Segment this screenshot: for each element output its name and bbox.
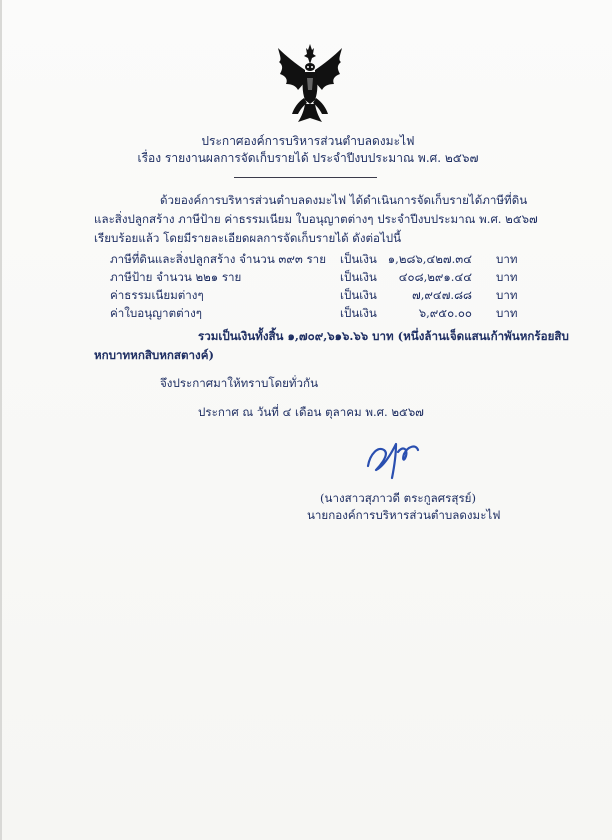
revenue-amount: ๖,๙๕๐.๐๐	[418, 306, 472, 320]
body-line-2: และสิ่งปลูกสร้าง ภาษีป้าย ค่าธรรมเนียม ใบอนุญาตต่างๆ ประจำปีงบประมาณ พ.ศ. ๒๕๖๗	[94, 212, 538, 226]
revenue-label: ภาษีป้าย จำนวน ๒๒๑ ราย	[110, 270, 242, 284]
total-line-2: หกบาทหกสิบหกสตางค์)	[94, 348, 214, 362]
revenue-unit: บาท	[496, 288, 518, 302]
revenue-amount: ๑,๒๘๖,๔๒๗.๓๔	[387, 252, 472, 266]
announcement-title: ประกาศองค์การบริหารส่วนตำบลดงมะไฟ	[201, 134, 415, 148]
revenue-label: ค่าใบอนุญาตต่างๆ	[110, 306, 203, 320]
revenue-amount: ๔๐๘,๒๙๑.๔๔	[398, 270, 472, 284]
announcement-date: ประกาศ ณ วันที่ ๔ เดือน ตุลาคม พ.ศ. ๒๕๖๗	[198, 405, 424, 419]
revenue-row	[2, 287, 612, 303]
revenue-prefix: เป็นเงิน	[340, 252, 377, 266]
body-line-3: เรียบร้อยแล้ว โดยมีรายละเอียดผลการจัดเก็บรายได้ ดังต่อไปนี้	[94, 231, 402, 245]
revenue-unit: บาท	[496, 252, 518, 266]
announcement-subject: เรื่อง รายงานผลการจัดเก็บรายได้ ประจำปีงบประมาณ พ.ศ. ๒๕๖๗	[137, 151, 479, 165]
revenue-prefix: เป็นเงิน	[340, 306, 377, 320]
revenue-unit: บาท	[496, 306, 518, 320]
revenue-amount: ๗,๙๔๗.๘๘	[412, 288, 472, 302]
revenue-row	[2, 251, 612, 267]
body-line-1: ด้วยองค์การบริหารส่วนตำบลดงมะไฟ ได้ดำเนินการจัดเก็บรายได้ภาษีที่ดิน	[160, 193, 528, 207]
revenue-label: ภาษีที่ดินและสิ่งปลูกสร้าง จำนวน ๓๙๓ ราย	[110, 252, 326, 266]
signature-icon	[362, 436, 422, 480]
revenue-label: ค่าธรรมเนียมต่างๆ	[110, 288, 204, 302]
divider	[234, 177, 377, 178]
revenue-unit: บาท	[496, 270, 518, 284]
notice-text: จึงประกาศมาให้ทราบโดยทั่วกัน	[160, 376, 318, 390]
revenue-prefix: เป็นเงิน	[340, 270, 377, 284]
signatory-position: นายกองค์การบริหารส่วนตำบลดงมะไฟ	[307, 508, 501, 522]
garuda-emblem-icon	[274, 42, 346, 124]
revenue-prefix: เป็นเงิน	[340, 288, 377, 302]
total-line-1: รวมเป็นเงินทั้งสิ้น ๑,๗๐๙,๖๑๖.๖๖ บาท (หนึ่งล้านเจ็ดแสนเก้าพันหกร้อยสิบ	[198, 329, 569, 343]
revenue-row	[2, 269, 612, 285]
revenue-row	[2, 305, 612, 321]
signatory-name: (นางสาวสุภาวดี ตระกูลศรสุรย์)	[320, 491, 476, 505]
